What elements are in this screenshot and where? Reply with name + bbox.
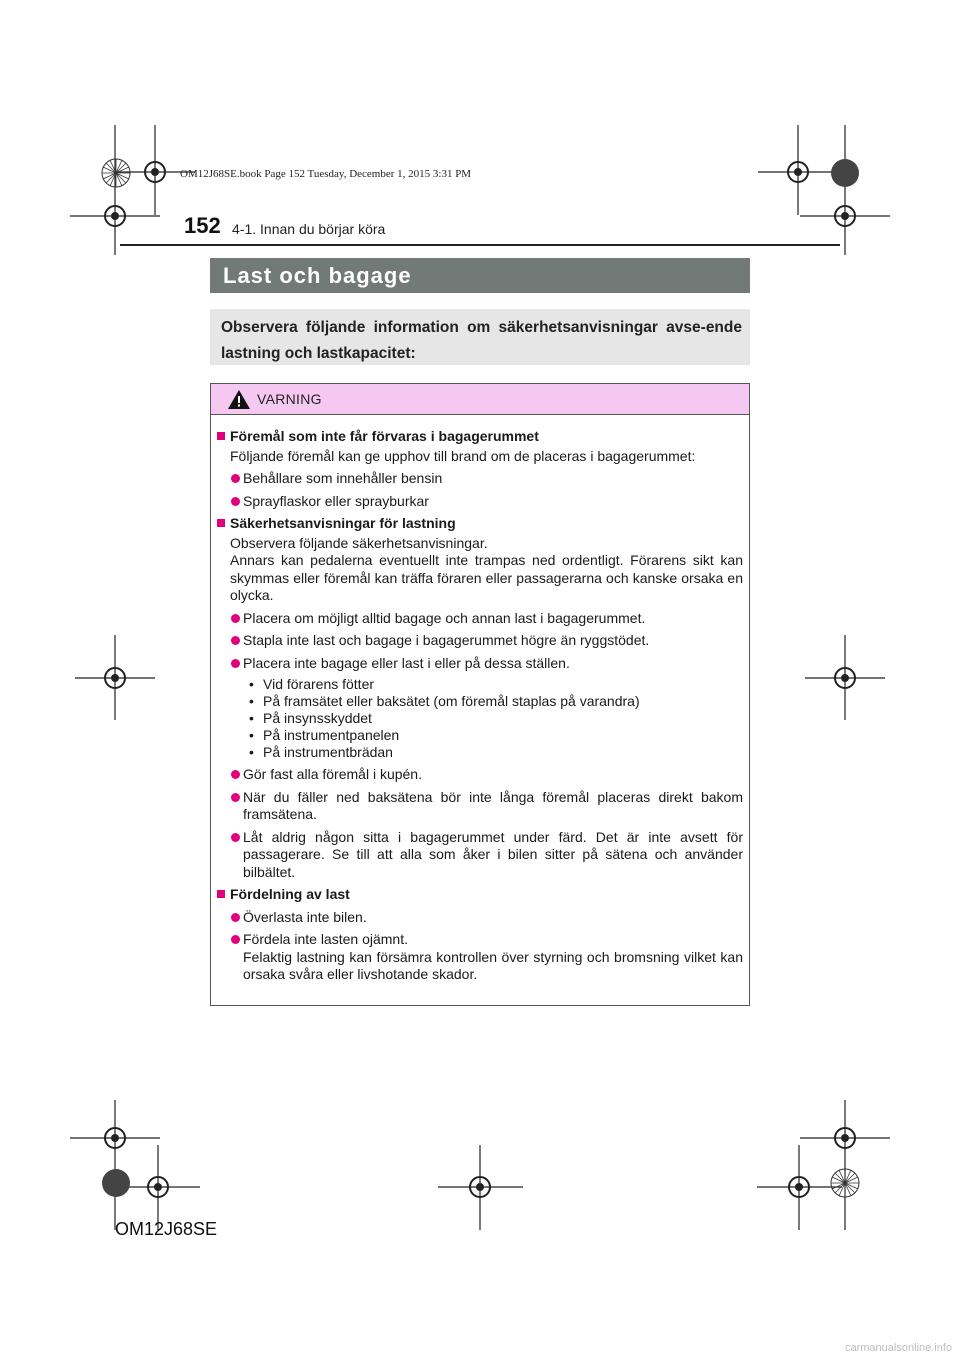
list-item (217, 789, 743, 824)
square-bullet-icon (217, 432, 225, 440)
list-item-text: Behållare som innehåller bensin (243, 470, 443, 486)
circle-bullet-icon (231, 793, 240, 802)
list-item-text: Överlasta inte bilen. (243, 908, 367, 925)
intro-text: Observera följande information om säkerhetsanvisningar avse-ende lastning och lastkapacitet: (210, 309, 750, 365)
section-heading (217, 886, 743, 904)
circle-bullet-icon (231, 913, 240, 922)
sub-list-item: • På instrumentbrädan (247, 744, 743, 761)
list-item-text: När du fäller ned baksätena bör inte långa föremål placeras direkt bakom framsätena. (243, 788, 743, 822)
list-item (217, 909, 743, 927)
list-item (217, 931, 743, 984)
sub-list-item: • På framsätet eller baksätet (om föremål staplas på varandra) (247, 693, 743, 710)
section-title: Last och bagage (210, 258, 750, 293)
footer-code: OM12J68SE (115, 1219, 218, 1239)
section-heading-text: Föremål som inte får förvaras i bagagerummet (230, 428, 539, 444)
list-item-text: Placera inte bagage eller last i eller på dessa ställen. (243, 654, 570, 671)
warning-triangle-icon (227, 389, 251, 410)
circle-bullet-icon (231, 497, 240, 506)
registration-mark-icon (438, 1145, 523, 1230)
circle-bullet-icon (231, 474, 240, 483)
list-item-text: Sprayflaskor eller sprayburkar (243, 492, 429, 509)
breadcrumb: 4-1. Innan du börjar köra (232, 221, 386, 237)
section-heading-text: Säkerhetsanvisningar för lastning (230, 515, 456, 531)
square-bullet-icon (217, 890, 225, 898)
paragraph: Följande föremål kan ge upphov till brand om de placeras i bagagerummet: (230, 447, 696, 464)
registration-mark-icon (805, 635, 885, 720)
page-number: 152 (184, 213, 221, 238)
circle-bullet-icon (231, 659, 240, 668)
warning-body (211, 415, 749, 984)
warning-label: VARNING (257, 391, 322, 407)
starburst-mark-icon (830, 1168, 860, 1198)
paragraph: Observera följande säkerhetsanvisningar. (230, 534, 488, 551)
circle-bullet-icon (231, 636, 240, 645)
list-item (217, 610, 743, 628)
dark-disc-mark-icon (101, 1168, 131, 1198)
registration-mark-icon (758, 125, 838, 215)
starburst-mark-icon (101, 158, 131, 188)
dark-disc-mark-icon (830, 158, 860, 188)
list-item-text: Gör fast alla föremål i kupén. (243, 766, 422, 782)
circle-bullet-icon (231, 770, 240, 779)
list-item (217, 493, 743, 511)
section-heading (217, 428, 743, 446)
sub-list (217, 676, 743, 761)
sub-list-item: • På insynsskyddet (247, 710, 743, 727)
list-item (217, 829, 743, 882)
section-heading (217, 515, 743, 533)
circle-bullet-icon (231, 833, 240, 842)
paragraph: Annars kan pedalerna eventuellt inte trampas ned ordentligt. Förarens sikt kan skymmas eller föremål kan träffa föraren eller passagerarna och kanske orsaka en olycka. (230, 552, 743, 603)
list-item-text: Stapla inte last och bagage i bagagerummet högre än ryggstödet. (243, 632, 650, 648)
list-item-text: Felaktig lastning kan försämra kontrollen över styrning och bromsning vilket kan orsaka svåra eller livshotande skador. (243, 948, 743, 982)
list-item (217, 655, 743, 673)
list-item-text: Placera om möjligt alltid bagage och annan last i bagagerummet. (243, 609, 646, 626)
square-bullet-icon (217, 519, 225, 527)
print-header: OM12J68SE.book Page 152 Tuesday, December 1, 2015 3:31 PM (180, 168, 472, 180)
warning-header (211, 384, 749, 415)
site-logo: carmanualsonline.info (844, 1342, 952, 1354)
list-item (217, 470, 743, 488)
circle-bullet-icon (231, 935, 240, 944)
header-rule (120, 244, 840, 246)
list-item-text: Låt aldrig någon sitta i bagagerummet under färd. Det är inte avsett för passagerare. Se till att alla som åker i bilen sitter på sätena och använder bilbältet. (243, 828, 743, 880)
sub-list-item: • På instrumentpanelen (247, 727, 743, 744)
list-item-text: Fördela inte lasten ojämnt. (243, 931, 408, 947)
list-item (217, 766, 743, 784)
registration-mark-icon (75, 635, 155, 720)
sub-list-item: • Vid förarens fötter (247, 676, 743, 693)
warning-box (210, 383, 750, 1006)
list-item (217, 632, 743, 650)
section-heading-text: Fördelning av last (230, 886, 350, 902)
circle-bullet-icon (231, 614, 240, 623)
